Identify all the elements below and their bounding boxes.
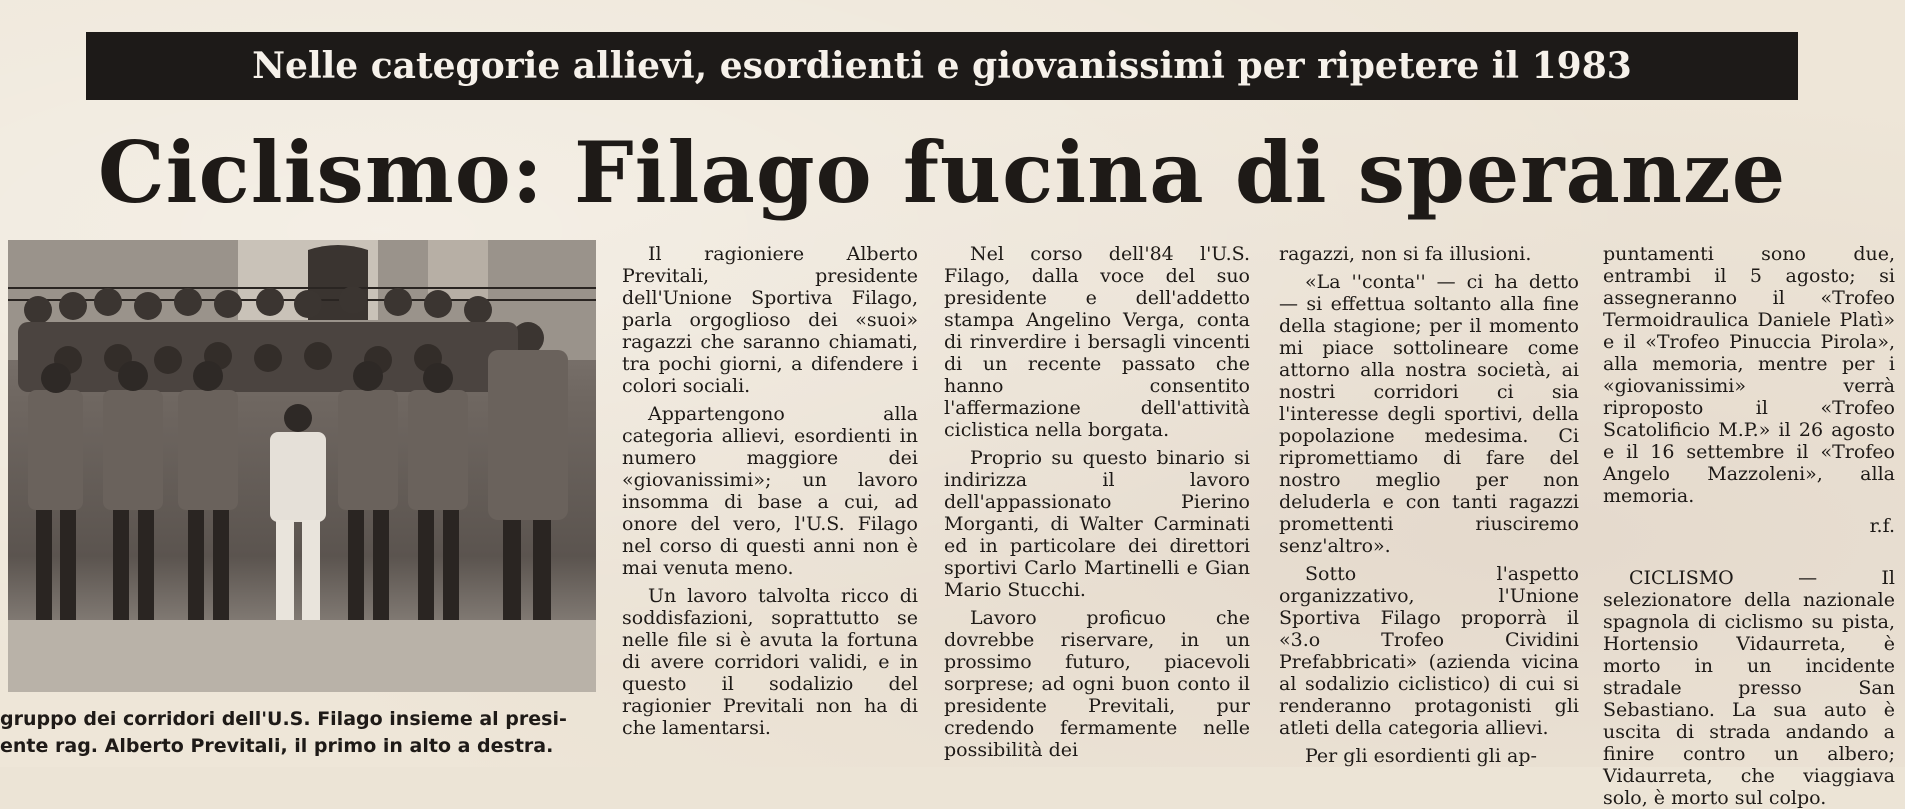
paragraph: Appartengono alla categoria allievi, esordienti in numero maggiore dei «giovanissimi»; un lavoro insomma di base a cui, ad onore del vero, l'U.S. Filago nel corso di questi anni non è mai venuta meno. (622, 403, 918, 579)
paragraph: «La ''conta'' — ci ha detto — si effettua soltanto alla fine della stagione; per il momento mi piace sottolineare come attorno alla nostra società, ai nostri corridori ci sia l'interesse degli sportivi, della popolazione medesima. Ci ripromettiamo di fare del nostro meglio per non deluderla e con tanti ragazzi promettenti riusciremo senz'altro». (1279, 271, 1579, 557)
kicker-banner: Nelle categorie allievi, esordienti e giovanissimi per ripetere il 1983 (86, 32, 1798, 100)
photo-caption (0, 706, 600, 760)
team-photo (8, 240, 596, 692)
author-signature: r.f. (1869, 515, 1895, 537)
article-column-1 (622, 243, 918, 761)
article-column-4 (1603, 243, 1895, 809)
headline: Ciclismo: Filago fucina di speranze (97, 123, 1787, 222)
team-photo-illustration (8, 240, 596, 692)
paragraph: Nel corso dell'84 l'U.S. Filago, dalla voce del suo presidente e dell'addetto stampa Angelino Verga, conta di rinverdire i bersagli vincenti di un recente passato che hanno consentito l'affermazione dell'attività ciclistica nella borgata. (944, 243, 1250, 441)
paragraph: Lavoro proficuo che dovrebbe riservare, in un prossimo futuro, piacevoli sorprese; ad ogni buon conto il presidente Previtali, pur credendo fermamente nelle possibilità dei (944, 607, 1250, 761)
news-brief: CICLISMO — Il selezionatore della nazionale spagnola di ciclismo su pista, Hortensio Vidaurreta, è morto in un incidente stradale presso San Sebastiano. La sua auto è uscita di strada andando a finire contro un albero; Vidaurreta, che viaggiava solo, è morto sul colpo. (1603, 567, 1895, 809)
paragraph: ragazzi, non si fa illusioni. (1279, 243, 1532, 265)
paragraph: Sotto l'aspetto organizzativo, l'Unione Sportiva Filago proporrà il «3.o Trofeo Cividini Prefabbricati» (azienda vicina al sodalizio ciclistico) di cui si renderanno protagonisti gli atleti della categoria allievi. (1279, 563, 1579, 739)
paragraph: puntamenti sono due, entrambi il 5 agosto; si assegneranno il «Trofeo Termoidraulica Daniele Platì» e il «Trofeo Pinuccia Pirola», alla memoria, mentre per i «giovanissimi» verrà riproposto il «Trofeo Scatolificio M.P.» il 26 agosto e il 16 settembre il «Trofeo Angelo Mazzoleni», alla memoria. (1603, 243, 1895, 507)
caption-line-2: ente rag. Alberto Previtali, il primo in alto a destra. (0, 735, 554, 757)
paragraph: Per gli esordienti gli ap- (1305, 745, 1537, 767)
paragraph: Un lavoro talvolta ricco di soddisfazioni, soprattutto se nelle file si è avuta la fortuna di avere corridori validi, e in questo il sodalizio del ragionier Previtali non ha di che lamentarsi. (622, 585, 918, 739)
article-column-3 (1279, 243, 1579, 767)
caption-line-1: gruppo dei corridori dell'U.S. Filago insieme al presi- (0, 708, 567, 730)
article-column-2 (944, 243, 1250, 761)
paragraph: Proprio su questo binario si indirizza il lavoro dell'appassionato Pierino Morganti, di Walter Carminati ed in particolare dei direttori sportivi Carlo Martinelli e Gian Mario Stucchi. (944, 447, 1250, 601)
paragraph: Il ragioniere Alberto Previtali, presidente dell'Unione Sportiva Filago, parla orgoglioso dei «suoi» ragazzi che saranno chiamati, tra pochi giorni, a difendere i colori sociali. (622, 243, 918, 397)
